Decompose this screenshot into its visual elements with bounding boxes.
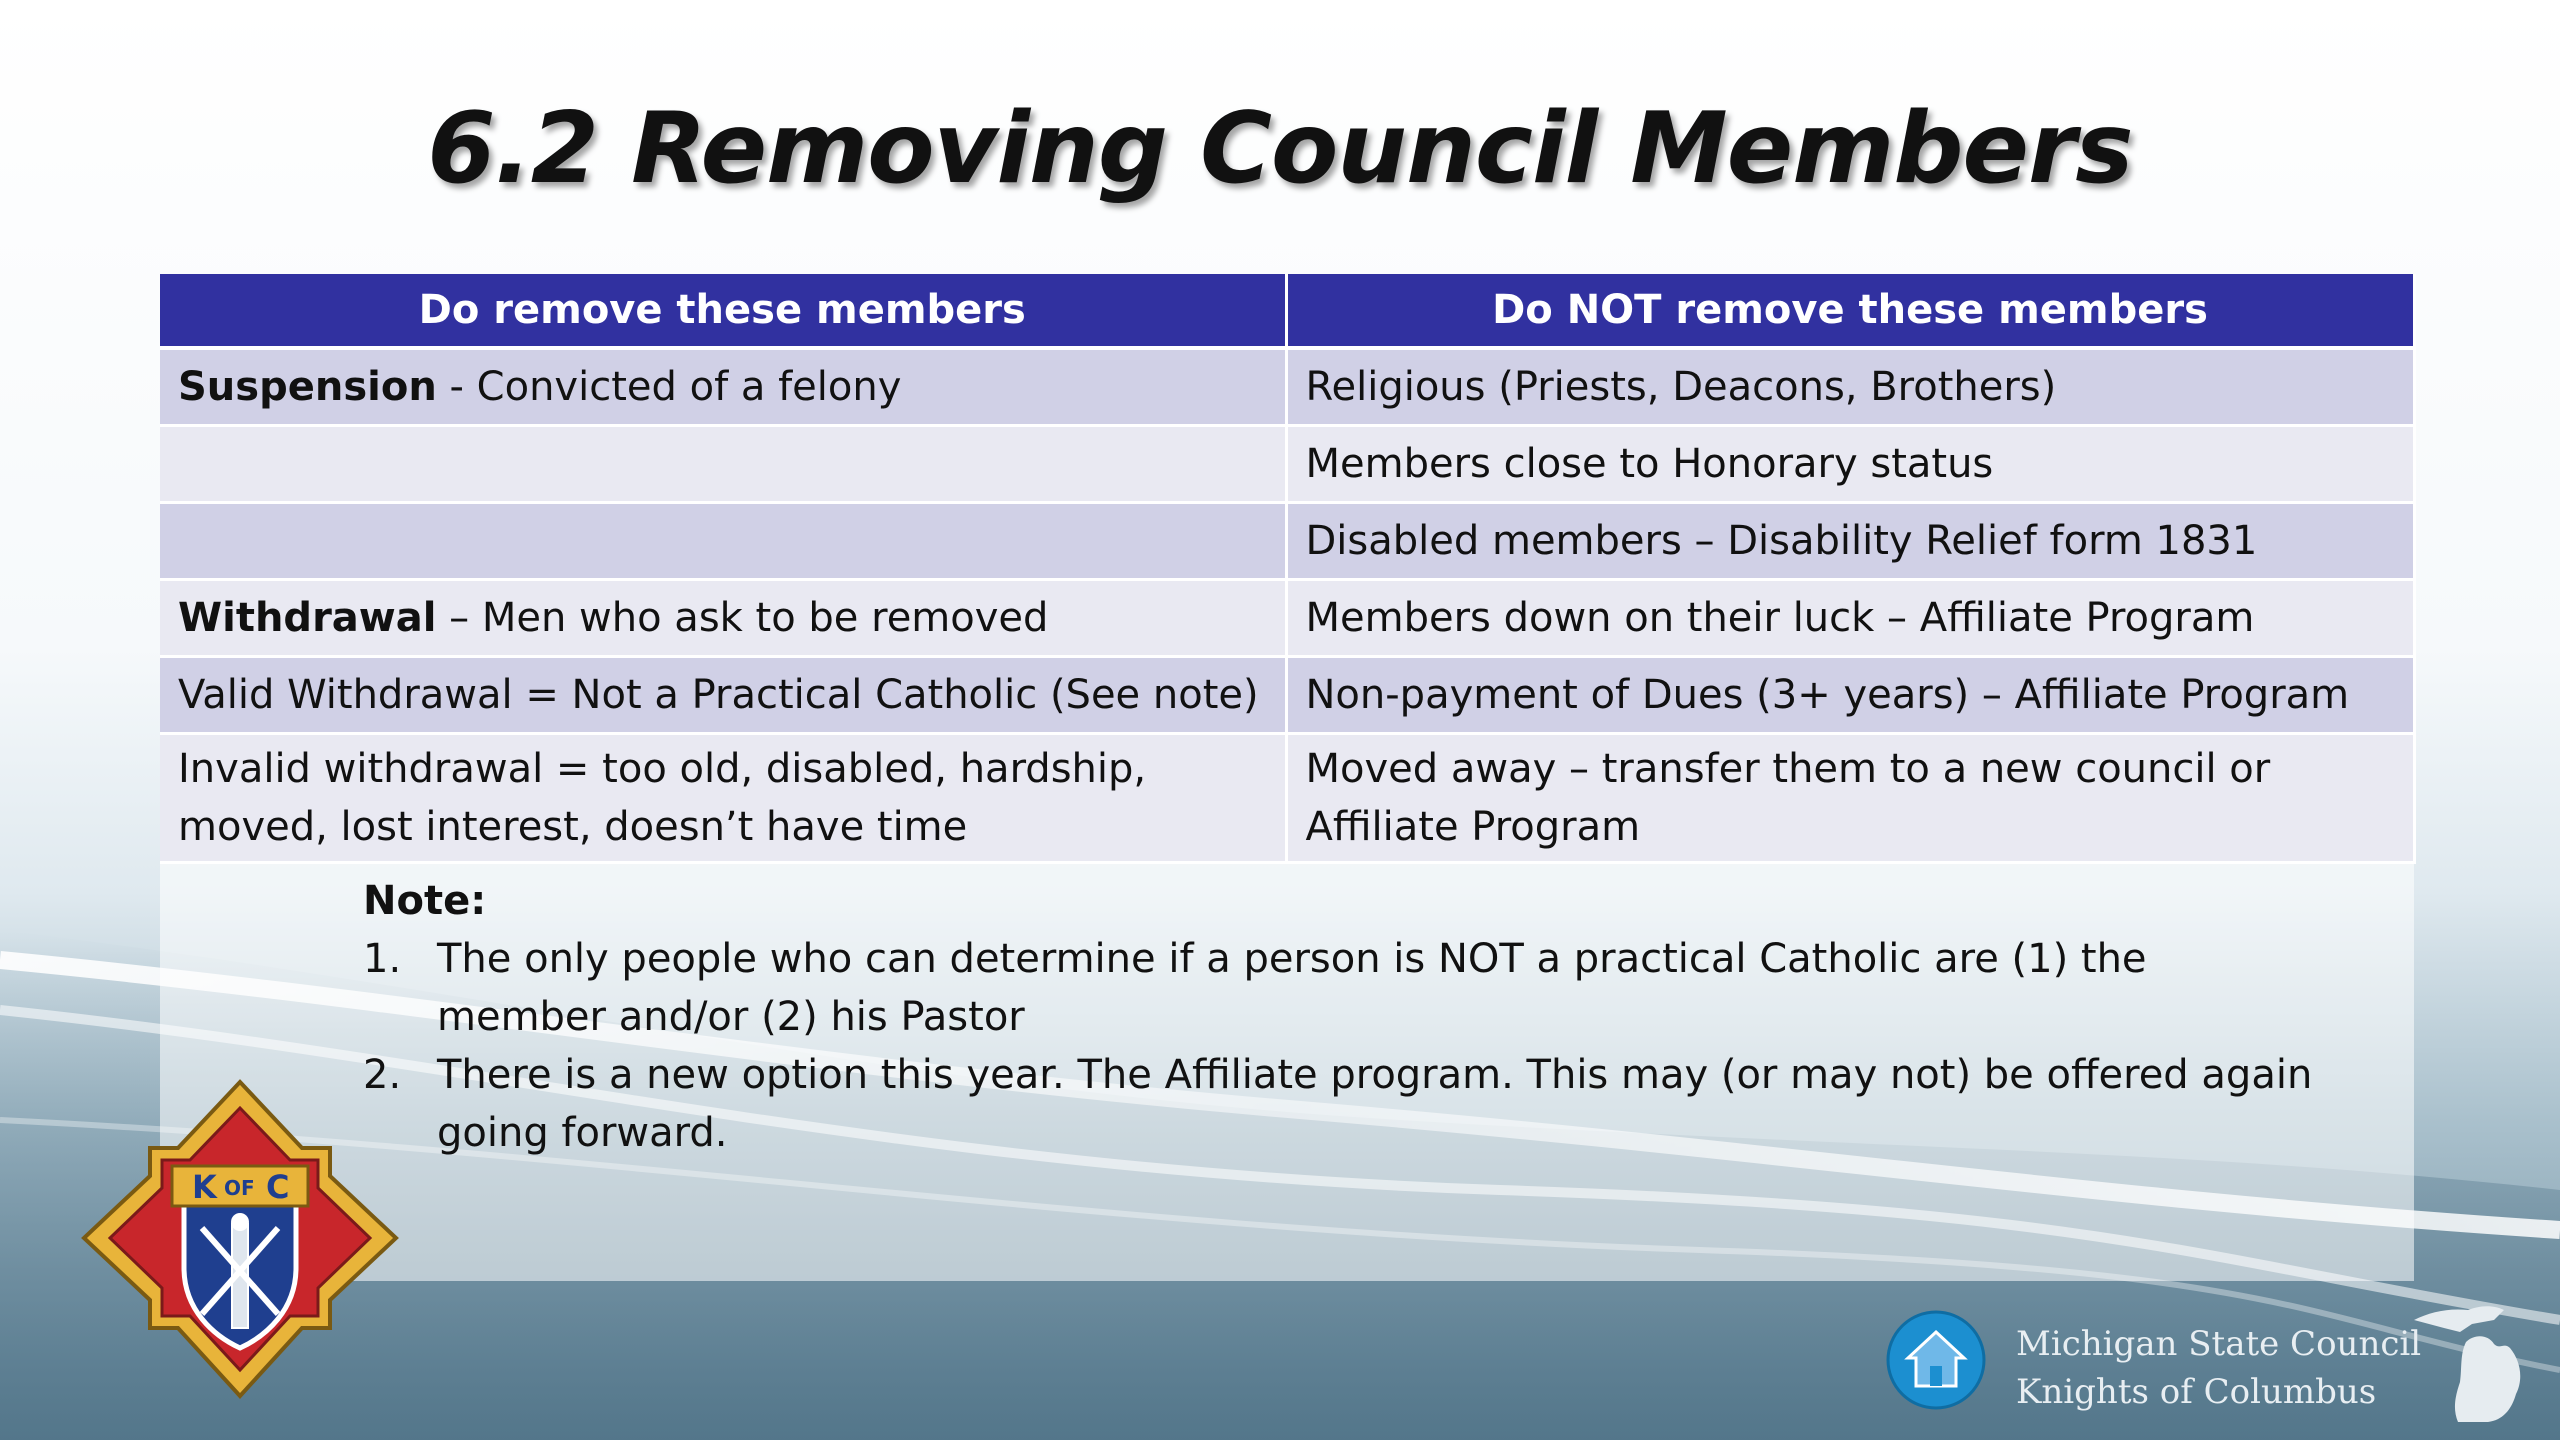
note-title: Note: xyxy=(363,878,487,924)
table-cell-keep: Members down on their luck – Affiliate Program xyxy=(1286,580,2414,657)
logo-letter-k: K xyxy=(192,1168,217,1206)
table-cell-remove xyxy=(160,657,1286,734)
footer-organization xyxy=(2016,1320,2421,1416)
table-row xyxy=(160,657,2414,734)
header-do-not-remove: Do NOT remove these members xyxy=(1286,274,2414,348)
table-cell-remove xyxy=(160,580,1286,657)
note-item-number: 2. xyxy=(363,1052,402,1098)
michigan-map-icon xyxy=(2408,1298,2530,1426)
table-cell-keep: Moved away – transfer them to a new council or Affiliate Program xyxy=(1286,734,2414,863)
note-list xyxy=(363,930,2313,1162)
table-cell-keep: Disabled members – Disability Relief form 1831 xyxy=(1286,503,2414,580)
cell-text: - Convicted of a felony xyxy=(436,364,902,410)
kofc-emblem-icon xyxy=(80,1078,400,1400)
cell-text: Invalid withdrawal = too old, disabled, hardship, moved, lost interest, doesn’t have time xyxy=(178,746,1147,850)
cell-bold-term: Withdrawal xyxy=(178,595,437,641)
cell-bold-term: Suspension xyxy=(178,364,437,410)
table-cell-remove xyxy=(160,734,1286,863)
table-cell-keep: Members close to Honorary status xyxy=(1286,426,2414,503)
home-icon xyxy=(1886,1310,1986,1410)
table-cell-remove xyxy=(160,503,1286,580)
table-cell-keep: Religious (Priests, Deacons, Brothers) xyxy=(1286,348,2414,426)
note-item-text: The only people who can determine if a person is NOT a practical Catholic are (1) the member and/or (2) his Pastor xyxy=(437,936,2147,1040)
table-header-row xyxy=(160,274,2414,348)
cell-text: Valid Withdrawal = Not a Practical Catholic (See note) xyxy=(178,672,1259,718)
note-item xyxy=(363,1046,2313,1162)
table-cell-remove xyxy=(160,348,1286,426)
note-item-text: There is a new option this year. The Affiliate program. This may (or may not) be offered again going forward. xyxy=(437,1052,2313,1156)
footer-line-council: Michigan State Council xyxy=(2016,1324,2422,1364)
table-row xyxy=(160,734,2414,863)
logo-letter-c: C xyxy=(266,1168,290,1206)
header-do-remove: Do remove these members xyxy=(160,274,1286,348)
note-section xyxy=(363,872,2313,1162)
note-item-number: 1. xyxy=(363,936,402,982)
note-item xyxy=(363,930,2313,1046)
table-row xyxy=(160,426,2414,503)
table-row xyxy=(160,348,2414,426)
cell-text: – Men who ask to be removed xyxy=(436,595,1049,641)
table-row xyxy=(160,503,2414,580)
members-table xyxy=(160,274,2416,864)
table-cell-keep: Non-payment of Dues (3+ years) – Affiliate Program xyxy=(1286,657,2414,734)
logo-letters-of: OF xyxy=(224,1176,255,1200)
footer-line-knights: Knights of Columbus xyxy=(2016,1372,2377,1412)
table-row xyxy=(160,580,2414,657)
table-cell-remove xyxy=(160,426,1286,503)
slide-title: 6.2 Removing Council Members xyxy=(427,92,2133,206)
